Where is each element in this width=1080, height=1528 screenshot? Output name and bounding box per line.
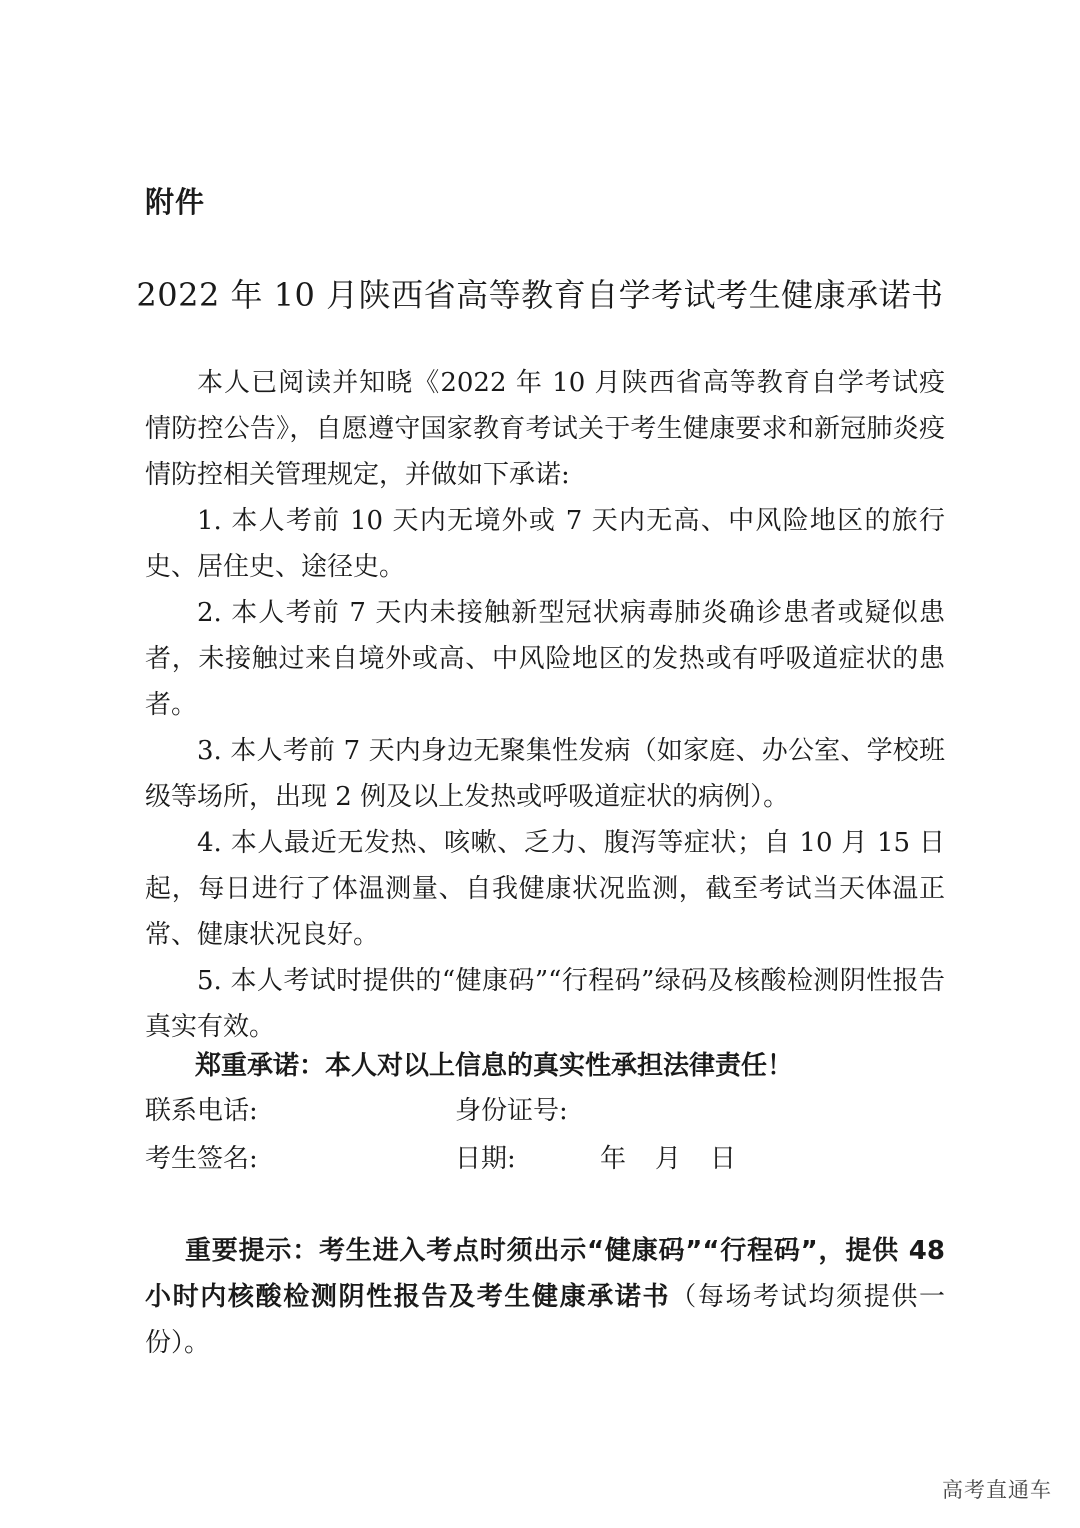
id-number-label: 身份证号: bbox=[455, 1096, 568, 1126]
commitment-item-1: 1. 本人考前 10 天内无境外或 7 天内无高、中风险地区的旅行史、居住史、途径史。 bbox=[145, 506, 945, 582]
signature-label: 考生签名: bbox=[145, 1144, 258, 1174]
date-label: 日期: bbox=[455, 1144, 516, 1174]
date-year-label: 年 bbox=[600, 1144, 627, 1174]
commitment-item-4: 4. 本人最近无发热、咳嗽、乏力、腹泻等症状；自 10 月 15 日起，每日进行了体温测量、自我健康状况监测，截至考试当天体温正常、健康状况良好。 bbox=[145, 828, 945, 950]
important-notice bbox=[145, 1228, 945, 1366]
document-title: 2022 年 10 月陕西省高等教育自学考试考生健康承诺书 bbox=[136, 276, 944, 314]
attachment-label: 附件 bbox=[145, 185, 206, 219]
date-day-label: 日 bbox=[710, 1144, 737, 1174]
commitment-item-2: 2. 本人考前 7 天内未接触新型冠状病毒肺炎确诊患者或疑似患者，未接触过来自境外或高、中风险地区的发热或有呼吸道症状的患者。 bbox=[145, 598, 945, 720]
commitment-item-5: 5. 本人考试时提供的“健康码”“行程码”绿码及核酸检测阴性报告真实有效。 bbox=[145, 966, 945, 1042]
notice-normal-text: （每场考试均须提供一份）。 bbox=[145, 1282, 945, 1358]
contact-id-row bbox=[145, 1090, 945, 1130]
phone-label: 联系电话: bbox=[145, 1096, 258, 1126]
watermark-text: 高考直通车 bbox=[942, 1478, 1052, 1502]
solemn-pledge: 郑重承诺：本人对以上信息的真实性承担法律责任！ bbox=[195, 1051, 794, 1081]
signature-date-row bbox=[145, 1138, 945, 1178]
notice-bold-text: 重要提示：考生进入考点时须出示“健康码”“行程码”，提供 48 小时内核酸检测阴性报告及考生健康承诺书 bbox=[145, 1236, 945, 1312]
intro-paragraph: 本人已阅读并知晓《2022 年 10 月陕西省高等教育自学考试疫情防控公告》，自愿遵守国家教育考试关于考生健康要求和新冠肺炎疫情防控相关管理规定，并做如下承诺: bbox=[145, 368, 945, 490]
date-month-label: 月 bbox=[655, 1144, 682, 1174]
commitment-item-3: 3. 本人考前 7 天内身边无聚集性发病（如家庭、办公室、学校班级等场所，出现 2 例及以上发热或呼吸道症状的病例）。 bbox=[145, 736, 945, 812]
body-text bbox=[145, 360, 945, 1050]
